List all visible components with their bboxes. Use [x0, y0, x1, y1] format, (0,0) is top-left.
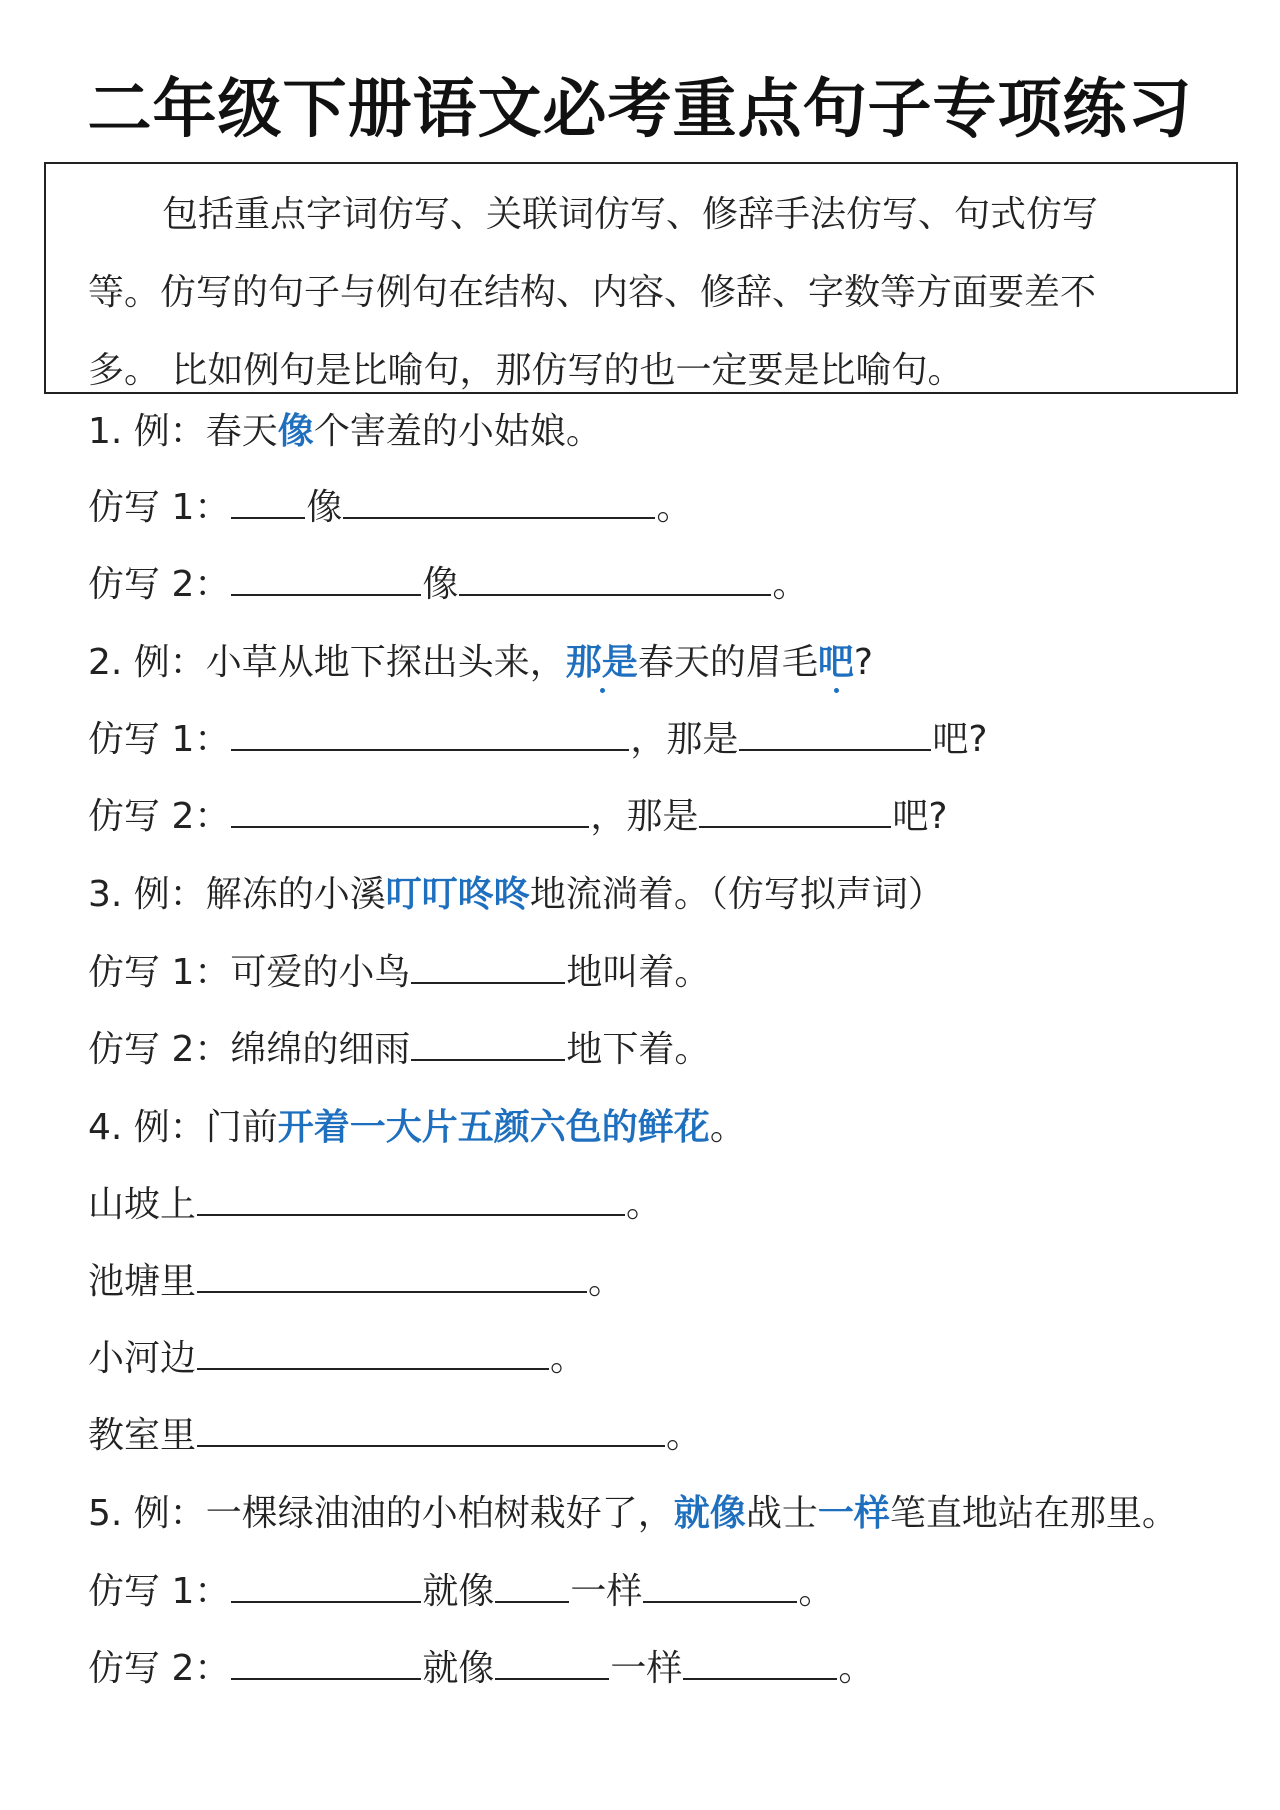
practice-word: ，那是: [630, 719, 739, 760]
practice-word: ，那是: [590, 796, 699, 837]
intro-line-1: 包括重点字词仿写、关联词仿写、修辞手法仿写、句式仿写: [162, 194, 1099, 235]
practice-end: 。: [656, 487, 693, 528]
practice-label: 仿写 2：: [88, 1648, 231, 1689]
practice-end: 。: [550, 1338, 587, 1379]
q5-example-mid: 战士: [745, 1493, 818, 1534]
practice-end: 。: [798, 1571, 835, 1612]
q1-example-end: 个害羞的小姑娘。: [313, 411, 602, 452]
practice-end: 。: [772, 564, 809, 605]
q2-example-text: 2. 例：小草从地下探出头来，: [88, 642, 566, 683]
q4-item: [88, 1414, 702, 1458]
q4-example: [88, 1106, 746, 1150]
q3-example-end: 地流淌着。（仿写拟声词）: [529, 874, 944, 915]
place-label: 池塘里: [88, 1261, 197, 1302]
q1-practice-2: [88, 563, 808, 607]
place-label: 教室里: [88, 1415, 197, 1456]
q5-keyword-1: 就像: [673, 1493, 746, 1534]
q1-practice-1: [88, 486, 692, 530]
answer-blank[interactable]: [411, 1029, 565, 1061]
practice-word: 像: [306, 487, 343, 528]
answer-blank[interactable]: [231, 1571, 421, 1603]
intro-line-3: 多。 比如例句是比喻句，那仿写的也一定要是比喻句。: [88, 350, 964, 391]
practice-end: 地叫着。: [566, 952, 711, 993]
q5-practice-2: [88, 1647, 874, 1691]
q3-practice-1: [88, 951, 710, 995]
q2-keyword-2: 吧: [817, 642, 854, 683]
q5-example-text: 5. 例：一棵绿油油的小柏树栽好了，: [88, 1493, 674, 1534]
practice-label: 仿写 2：: [88, 796, 231, 837]
place-label: 小河边: [88, 1338, 197, 1379]
q4-item: [88, 1183, 662, 1227]
q5-practice-1: [88, 1570, 834, 1614]
practice-end: 。: [588, 1261, 625, 1302]
answer-blank[interactable]: [231, 796, 589, 828]
answer-blank[interactable]: [197, 1184, 625, 1216]
q5-example-end: 笔直地站在那里。: [889, 1493, 1178, 1534]
practice-label: 仿写 2：: [88, 564, 231, 605]
practice-word: 就像: [422, 1648, 495, 1689]
practice-word: 就像: [422, 1571, 495, 1612]
q5-example: [88, 1492, 1178, 1536]
practice-word: 像: [422, 564, 459, 605]
practice-word: 一样: [610, 1648, 683, 1689]
answer-blank[interactable]: [459, 564, 771, 596]
answer-blank[interactable]: [411, 952, 565, 984]
dotted-word: 那是: [565, 642, 638, 683]
practice-end: 地下着。: [566, 1029, 711, 1070]
answer-blank[interactable]: [495, 1571, 569, 1603]
answer-blank[interactable]: [739, 719, 931, 751]
q1-keyword: 像: [277, 411, 314, 452]
q2-example: [88, 641, 873, 685]
place-label: 山坡上: [88, 1184, 197, 1225]
q3-keyword: 叮叮咚咚: [385, 874, 530, 915]
intro-box: [44, 162, 1238, 394]
practice-end: 。: [626, 1184, 663, 1225]
answer-blank[interactable]: [231, 487, 305, 519]
practice-label: 仿写 1：: [88, 487, 231, 528]
q4-item: [88, 1260, 624, 1304]
q3-example: [88, 873, 944, 917]
intro-line-2: 等。仿写的句子与例句在结构、内容、修辞、字数等方面要差不: [88, 272, 1097, 313]
practice-label: 仿写 2：绵绵的细雨: [88, 1029, 411, 1070]
q4-example-text: 4. 例：门前: [88, 1107, 278, 1148]
practice-label: 仿写 1：: [88, 719, 231, 760]
q2-keyword-1: [566, 642, 638, 683]
q4-example-end: 。: [709, 1107, 746, 1148]
q2-example-mid: 春天的眉毛: [637, 642, 818, 683]
answer-blank[interactable]: [643, 1571, 797, 1603]
page-title: 二年级下册语文必考重点句子专项练习: [87, 73, 1193, 147]
answer-blank[interactable]: [231, 719, 629, 751]
practice-end: 吧?: [892, 796, 948, 837]
q3-example-text: 3. 例：解冻的小溪: [88, 874, 386, 915]
practice-end: 吧?: [932, 719, 988, 760]
practice-label: 仿写 1：: [88, 1571, 231, 1612]
answer-blank[interactable]: [495, 1648, 609, 1680]
q4-item: [88, 1337, 586, 1381]
q5-keyword-2: 一样: [817, 1493, 890, 1534]
q2-practice-1: [88, 718, 987, 762]
q2-example-end: ?: [853, 642, 873, 683]
answer-blank[interactable]: [683, 1648, 837, 1680]
practice-end: 。: [666, 1415, 703, 1456]
answer-blank[interactable]: [197, 1261, 587, 1293]
answer-blank[interactable]: [197, 1415, 665, 1447]
answer-blank[interactable]: [231, 564, 421, 596]
practice-word: 一样: [570, 1571, 643, 1612]
q2-practice-2: [88, 795, 947, 839]
answer-blank[interactable]: [343, 487, 655, 519]
answer-blank[interactable]: [231, 1648, 421, 1680]
practice-label: 仿写 1：可爱的小鸟: [88, 952, 411, 993]
q1-example: [88, 410, 602, 454]
answer-blank[interactable]: [699, 796, 891, 828]
practice-end: 。: [838, 1648, 875, 1689]
q1-example-text: 1. 例：春天: [88, 411, 278, 452]
q4-keyword: 开着一大片五颜六色的鲜花: [277, 1107, 710, 1148]
answer-blank[interactable]: [197, 1338, 549, 1370]
q3-practice-2: [88, 1028, 710, 1072]
